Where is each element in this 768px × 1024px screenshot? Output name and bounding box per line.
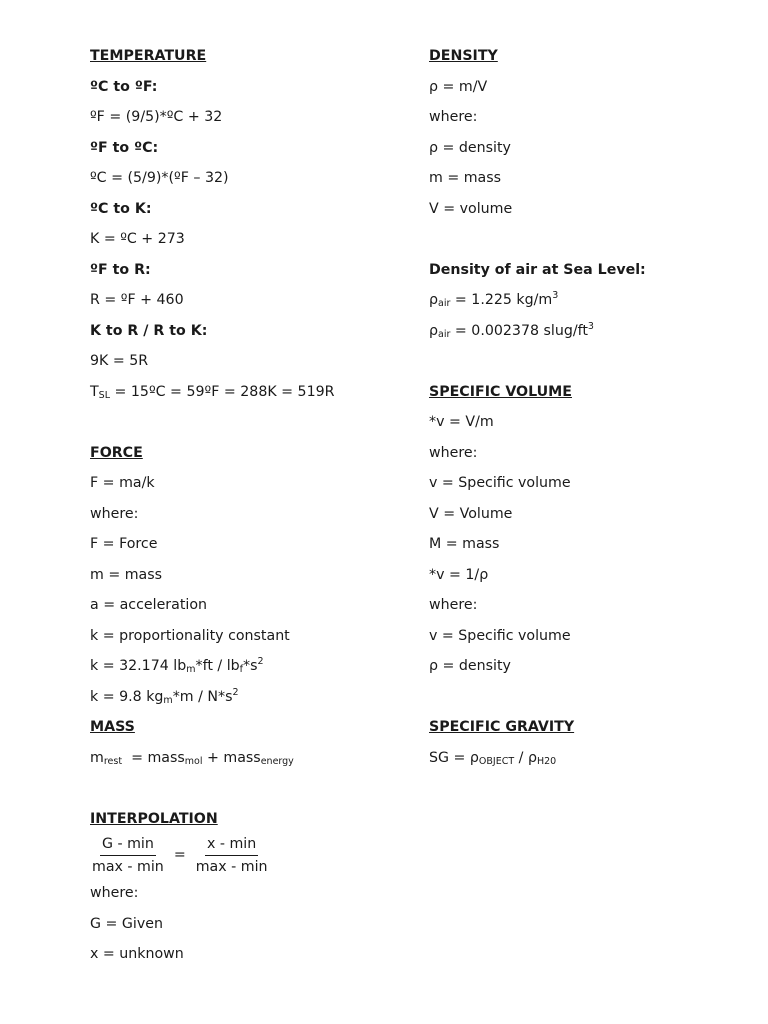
- density-m-def: m = mass: [429, 170, 502, 186]
- interpolation-heading: INTERPOLATION: [90, 810, 218, 827]
- density-air-metric: $\rho_{air} = 1.225$ $kg/m^3$: [429, 290, 559, 309]
- spacer: [429, 349, 749, 380]
- spacer: [90, 776, 410, 807]
- force-k-def: k = proportionality constant: [90, 627, 290, 644]
- density-heading: DENSITY: [429, 48, 498, 64]
- specific-volume-V-def: V = Volume: [429, 505, 513, 522]
- specific-volume-rho-def: ρ = density: [429, 658, 511, 674]
- force-where: where:: [90, 505, 139, 522]
- c-to-k-label: ºC to K:: [90, 200, 152, 217]
- k-r-formula: 9K = 5R: [90, 353, 149, 369]
- f-to-c-formula: ºC = (5/9)*(ºF – 32): [90, 170, 229, 186]
- interpolation-where: where:: [90, 885, 139, 901]
- left-column: [90, 44, 410, 973]
- density-where: where:: [429, 109, 478, 125]
- specific-volume-v-def-1: v = Specific volume: [429, 475, 571, 491]
- density-air-label: Density of air at Sea Level:: [429, 261, 646, 278]
- interpolation-g-def: G = Given: [90, 915, 163, 932]
- tsl-base: T: [90, 383, 99, 400]
- c-to-k-formula: K = ºC + 273: [90, 231, 185, 247]
- f-to-r-label: ºF to R:: [90, 261, 151, 278]
- force-k-metric: k = 9.8 $kg_m*m / N*s^2$: [90, 686, 239, 706]
- spacer: [429, 227, 749, 258]
- density-rho-def: ρ = density: [429, 139, 511, 156]
- specific-volume-formula-2: *v = 1/ρ: [429, 566, 489, 583]
- specific-gravity-heading: SPECIFIC GRAVITY: [429, 719, 575, 735]
- force-m-def: m = mass: [90, 566, 163, 583]
- specific-volume-formula-1: *v = V/m: [429, 414, 494, 430]
- force-a-def: a = acceleration: [90, 597, 207, 613]
- spacer: [90, 410, 410, 441]
- sea-level-temperature: [90, 380, 410, 411]
- f-to-c-label: ºF to ºC:: [90, 139, 159, 156]
- fraction-left-numerator: G - min: [100, 834, 156, 856]
- f-to-r-formula: R = ºF + 460: [90, 292, 184, 308]
- temperature-heading: TEMPERATURE: [90, 48, 207, 64]
- interpolation-x-def: x = unknown: [90, 946, 184, 962]
- fraction-left-denominator: max - min: [92, 858, 164, 875]
- tsl-values: = 15ºC = 59ºF = 288K = 519R: [110, 383, 335, 400]
- fraction-left: [90, 834, 166, 877]
- force-formula: F = ma/k: [90, 475, 155, 491]
- tsl-subscript: SL: [98, 389, 110, 401]
- right-column: [429, 44, 749, 776]
- density-air-imperial: $\rho_{air} = 0.002378$ slug/$ft^3$: [429, 320, 594, 340]
- mass-formula: $m_{rest}$ = mass$_{mol}$ + mass$_{energy}$: [90, 749, 294, 767]
- fraction-right-denominator: max - min: [195, 858, 268, 875]
- equals-sign: =: [173, 847, 186, 863]
- specific-volume-heading: SPECIFIC VOLUME: [429, 383, 572, 400]
- fraction-right-numerator: x - min: [205, 834, 258, 856]
- specific-volume-where-2: where:: [429, 597, 478, 613]
- specific-gravity-formula: SG = $\rho_{OBJECT} / \rho_{H20}$: [429, 749, 557, 767]
- density-formula: ρ = m/V: [429, 78, 488, 95]
- c-to-f-label: ºC to ºF:: [90, 78, 158, 95]
- interpolation-formula: [90, 833, 410, 877]
- c-to-f-formula: ºF = (9/5)*ºC + 32: [90, 109, 223, 125]
- density-v-def: V = volume: [429, 200, 513, 217]
- specific-volume-v-def-2: v = Specific volume: [429, 627, 571, 644]
- fraction-right: [194, 834, 270, 877]
- spacer: [429, 685, 749, 716]
- force-f-def: F = Force: [90, 536, 158, 552]
- specific-volume-where-1: where:: [429, 444, 478, 461]
- force-k-imperial: k = 32.174 $lb_m*ft / lb_f*s^2$: [90, 656, 264, 675]
- force-heading: FORCE: [90, 444, 143, 461]
- k-r-label: K to R / R to K:: [90, 322, 208, 339]
- specific-volume-M-def: M = mass: [429, 536, 500, 552]
- mass-heading: MASS: [90, 719, 135, 735]
